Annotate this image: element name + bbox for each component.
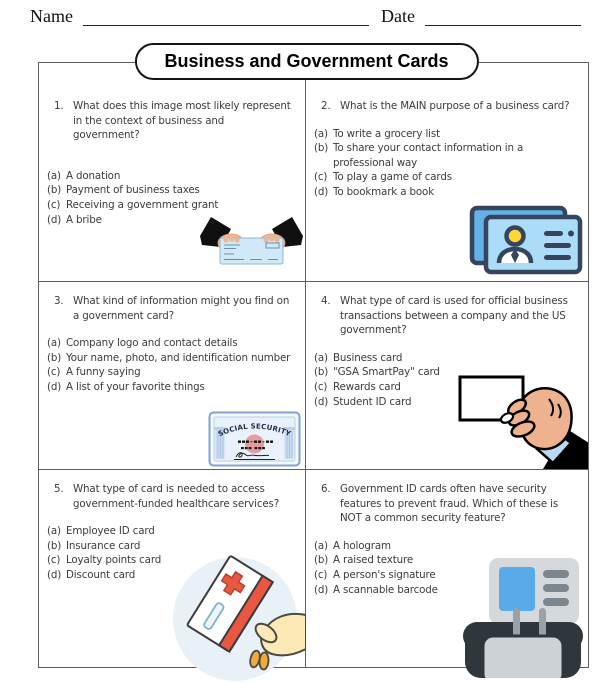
question-cell-1 xyxy=(39,63,306,282)
question-number: 1. xyxy=(54,100,64,112)
social-security-card-title: SOCIAL SECURITY xyxy=(217,422,292,439)
question-2 xyxy=(314,99,578,114)
question-1 xyxy=(47,99,295,143)
option-c: (c) A person's signature xyxy=(314,569,436,582)
option-a: (a) A donation xyxy=(47,169,121,182)
option-a: (a) To write a grocery list xyxy=(314,127,440,140)
option-b: (b) Insurance card xyxy=(47,539,141,552)
option-b: (b) Payment of business taxes xyxy=(47,184,200,197)
option-d: (d) A bribe xyxy=(47,213,102,226)
social-security-card-illustration xyxy=(208,411,301,467)
option-a: (a) Company logo and contact details xyxy=(47,337,238,350)
option-d: (d) Student ID card xyxy=(314,395,412,408)
question-text: Government ID cards often have security features to prevent fraud. Which of these is NOT a common security feature? xyxy=(340,483,559,525)
question-cell-2 xyxy=(306,63,588,282)
option-c: (c) Rewards card xyxy=(314,381,401,394)
option-c: (c) To play a game of cards xyxy=(314,171,452,184)
question-cell-4 xyxy=(306,282,588,470)
id-badge-reader-illustration xyxy=(463,558,583,678)
option-d: (d) A scannable barcode xyxy=(314,583,438,596)
date-write-line xyxy=(425,5,581,26)
question-number: 4. xyxy=(321,295,331,307)
question-number: 2. xyxy=(321,100,331,112)
option-d: (d) Discount card xyxy=(47,569,136,582)
question-cell-3 xyxy=(39,282,306,470)
option-b: (b) "GSA SmartPay" card xyxy=(314,366,440,379)
name-write-line xyxy=(83,5,369,26)
question-text: What is the MAIN purpose of a business card? xyxy=(340,100,570,112)
option-b: (b) A raised texture xyxy=(314,554,414,567)
question-number: 3. xyxy=(54,295,64,307)
question-cell-6 xyxy=(306,470,588,667)
question-text: What type of card is needed to access government-funded healthcare services? xyxy=(73,483,280,510)
option-d: (d) To bookmark a book xyxy=(314,186,435,199)
option-c: (c) Receiving a government grant xyxy=(47,199,219,212)
option-b: (b) To share your contact information in a professional way xyxy=(314,142,524,169)
date-label: Date xyxy=(381,6,415,26)
option-c: (c) Loyalty points card xyxy=(47,554,162,567)
name-label: Name xyxy=(30,6,73,26)
question-4 xyxy=(314,294,578,338)
business-card-illustration xyxy=(468,205,585,275)
question-text: What type of card is used for official business transactions between a company and the US government? xyxy=(340,295,568,337)
option-d: (d) A list of your favorite things xyxy=(47,381,205,394)
option-a: (a) Business card xyxy=(314,351,403,364)
worksheet-title: Business and Government Cards xyxy=(134,43,478,80)
option-c: (c) A funny saying xyxy=(47,366,141,379)
question-text: What kind of information might you find on a government card? xyxy=(73,295,290,322)
question-3-options xyxy=(47,336,295,394)
option-b: (b) Your name, photo, and identification number xyxy=(47,351,291,364)
hands-exchanging-check-illustration xyxy=(200,214,303,267)
question-number: 5. xyxy=(54,483,64,495)
question-cell-5 xyxy=(39,470,306,667)
option-a: (a) Employee ID card xyxy=(47,525,155,538)
question-5 xyxy=(47,482,295,511)
question-6 xyxy=(314,482,578,526)
question-text: What does this image most likely represent in the context of business and government? xyxy=(73,100,291,142)
question-number: 6. xyxy=(321,483,331,495)
question-3 xyxy=(47,294,295,323)
question-2-options xyxy=(314,127,578,200)
question-grid xyxy=(38,62,589,668)
worksheet-header xyxy=(30,5,581,27)
hand-holding-blank-card-illustration xyxy=(457,371,588,469)
hand-holding-insurance-card-illustration xyxy=(169,553,306,683)
option-a: (a) A hologram xyxy=(314,539,391,552)
